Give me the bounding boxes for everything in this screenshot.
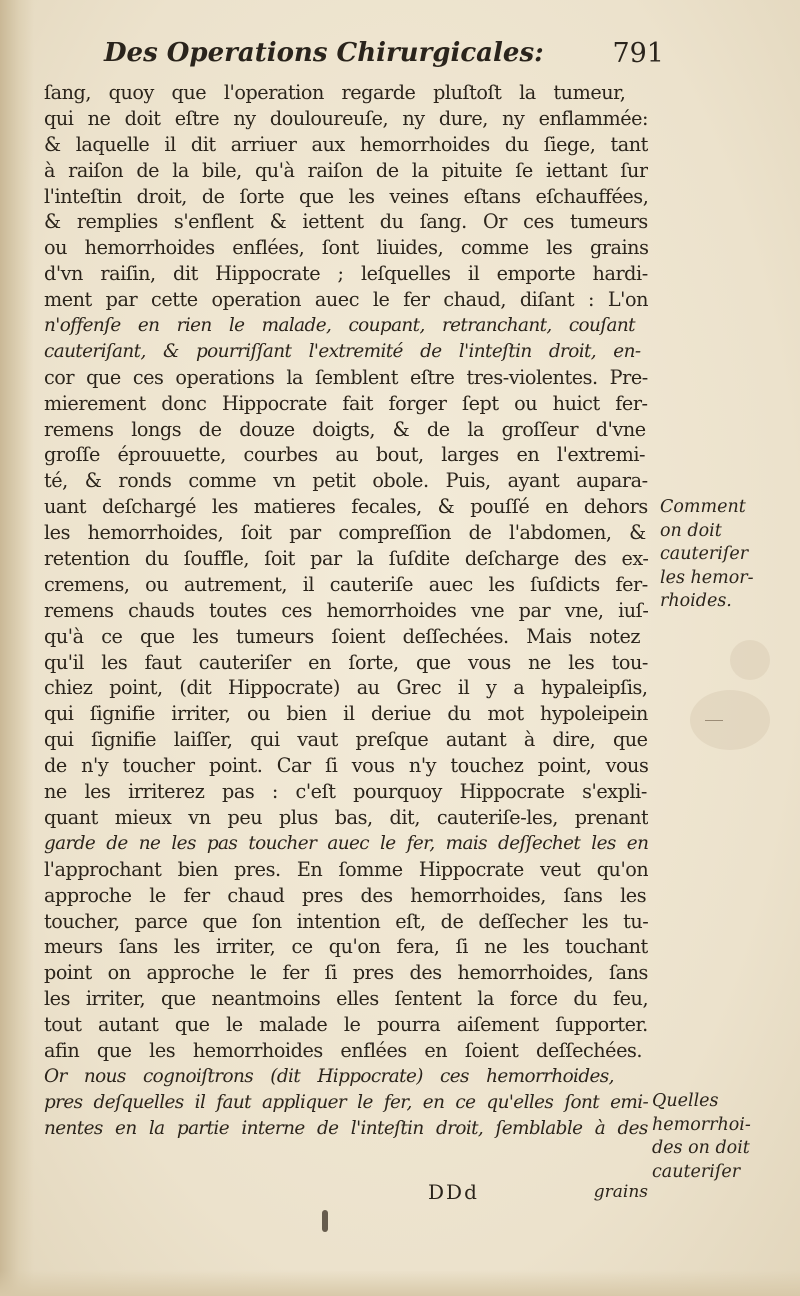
running-head (104, 38, 664, 78)
text-line: qui ſignifie irriter, ou bien il deriue du mot hypoleipein (44, 702, 648, 726)
text-line: les hemorrhoides, ſoit par compreſſion de l'abdomen, & (44, 521, 646, 545)
text-line: qui ſignifie laiſſer, qui vaut preſque autant à dire, que (44, 728, 648, 752)
text-line: cremens, ou autrement, il cauteriſe auec les ſuſdicts fer- (44, 572, 648, 596)
text-line: groſſe éprouuette, courbes au bout, larges en l'extremi- (44, 443, 646, 467)
text-line: remens chauds toutes ces hemorrhoides vne par vne, iuſ- (44, 598, 648, 622)
binding-thread (322, 1210, 328, 1232)
text-line: n'offenſe en rien le malade, coupant, retranchant, couſant (44, 315, 635, 337)
page-gutter-shadow (0, 0, 34, 1296)
margin-note-line: Comment (660, 497, 746, 517)
text-line: ment par cette operation auec le fer chaud, diſant : L'on (44, 288, 648, 312)
text-line: & laquelle il dit arriuer aux hemorrhoides du ſiege, tant (44, 132, 648, 156)
text-line: té, & ronds comme vn petit obole. Puis, ayant aupara- (44, 469, 648, 493)
catchword: grains (593, 1182, 648, 1202)
text-line: d'vn raiſin, dit Hippocrate ; leſquelles il emporte hardi- (44, 262, 648, 286)
margin-note-line: hemorrhoi- (652, 1114, 751, 1135)
text-line: à raiſon de la bile, qu'à raiſon de la pituite ſe iettant ſur (44, 158, 648, 182)
margin-note-line: cauteriſer (660, 544, 749, 564)
text-line: approche le fer chaud pres des hemorrhoides, ſans les (44, 883, 647, 907)
text-line: ne les irriterez pas : c'eſt pourquoy Hippocrate s'expli- (44, 780, 647, 804)
text-line: cauteriſant, & pourriſſant l'extremité de l'inteſtin droit, en- (44, 340, 641, 362)
text-line: qui ne doit eſtre ny douloureuſe, ny dure, ny enflammée: (44, 106, 648, 130)
text-line: toucher, parce que ſon intention eſt, de deſſecher les tu- (44, 909, 648, 933)
text-line: Or nous cognoiſtrons (dit Hippocrate) ces hemorrhoides, (44, 1065, 614, 1087)
text-line: pres deſquelles il faut appliquer le fer, en ce qu'elles ſont emi- (44, 1091, 648, 1113)
text-line: de n'y toucher point. Car ſi vous n'y touchez point, vous (44, 754, 648, 778)
signature-mark: DDd (428, 1180, 479, 1204)
text-line: retention du ſouffle, ſoit par la ſuſdite deſcharge des ex- (44, 547, 648, 571)
text-line: qu'à ce que les tumeurs ſoient deſſechées. Mais notez (44, 624, 641, 648)
margin-note-line: cauteriſer (652, 1161, 741, 1182)
text-line: les irriter, que neantmoins elles ſentent la force du feu, (44, 987, 648, 1011)
margin-note-line: Quelles (652, 1091, 719, 1111)
margin-note-line: on doit (660, 520, 722, 541)
text-line: remens longs de douze doigts, & de la groſſeur d'vne (44, 417, 646, 441)
running-head-title: Des Operations Chirurgicales: (104, 38, 544, 68)
margin-note-line: rhoides. (660, 591, 732, 611)
text-line: afin que les hemorrhoides enflées en ſoient deſſechées. (44, 1038, 643, 1062)
text-line: tout autant que le malade le pourra aiſement ſupporter. (44, 1013, 648, 1037)
body-text (44, 80, 648, 1142)
margin-note-line: des on doit (652, 1138, 750, 1158)
margin-note-which-hemorrhoids (652, 1090, 792, 1184)
margin-mark (705, 720, 723, 721)
text-line: uant deſchargé les matieres fecales, & pouſſé en dehors (44, 495, 648, 519)
page-number: 791 (612, 38, 664, 69)
text-line: chiez point, (dit Hippocrate) au Grec il y a hypaleipſis, (44, 676, 648, 700)
paper-stain (730, 640, 770, 680)
catchword-line (428, 1180, 648, 1210)
text-line: ſang, quoy que l'operation regarde pluſtoſt la tumeur, (44, 81, 626, 104)
text-line: garde de ne les pas toucher auec le fer, mais deſſechet les en (44, 832, 648, 854)
text-line: qu'il les faut cauteriſer en ſorte, que vous ne les tou- (44, 650, 648, 674)
text-line: nentes en la partie interne de l'inteſtin droit, ſemblable à des (44, 1117, 648, 1139)
text-line: l'approchant bien pres. En ſomme Hippocrate veut qu'on (44, 857, 648, 881)
text-line: & remplies s'enflent & iettent du ſang. Or ces tumeurs (44, 210, 648, 234)
text-line: cor que ces operations la ſemblent eſtre tres-violentes. Pre- (44, 365, 648, 389)
text-line: meurs ſans les irriter, ce qu'on fera, ſi ne les touchant (44, 935, 648, 959)
text-line: ou hemorrhoides enflées, ſont liuides, comme les grains (44, 236, 648, 260)
margin-note-line: les hemor- (660, 567, 754, 588)
text-line: point on approche le fer ſi pres des hemorrhoides, ſans (44, 961, 648, 985)
text-line: mierement donc Hippocrate fait forger ſept ou huict fer- (44, 391, 648, 415)
margin-note-cauterize (660, 496, 790, 614)
text-line: quant mieux vn peu plus bas, dit, cauteriſe-les, prenant (44, 805, 648, 829)
text-line: l'inteſtin droit, de ſorte que les veines eſtans eſchauffées, (44, 184, 648, 208)
page-bottom-edge (0, 1270, 800, 1296)
paper-stain (690, 690, 770, 750)
